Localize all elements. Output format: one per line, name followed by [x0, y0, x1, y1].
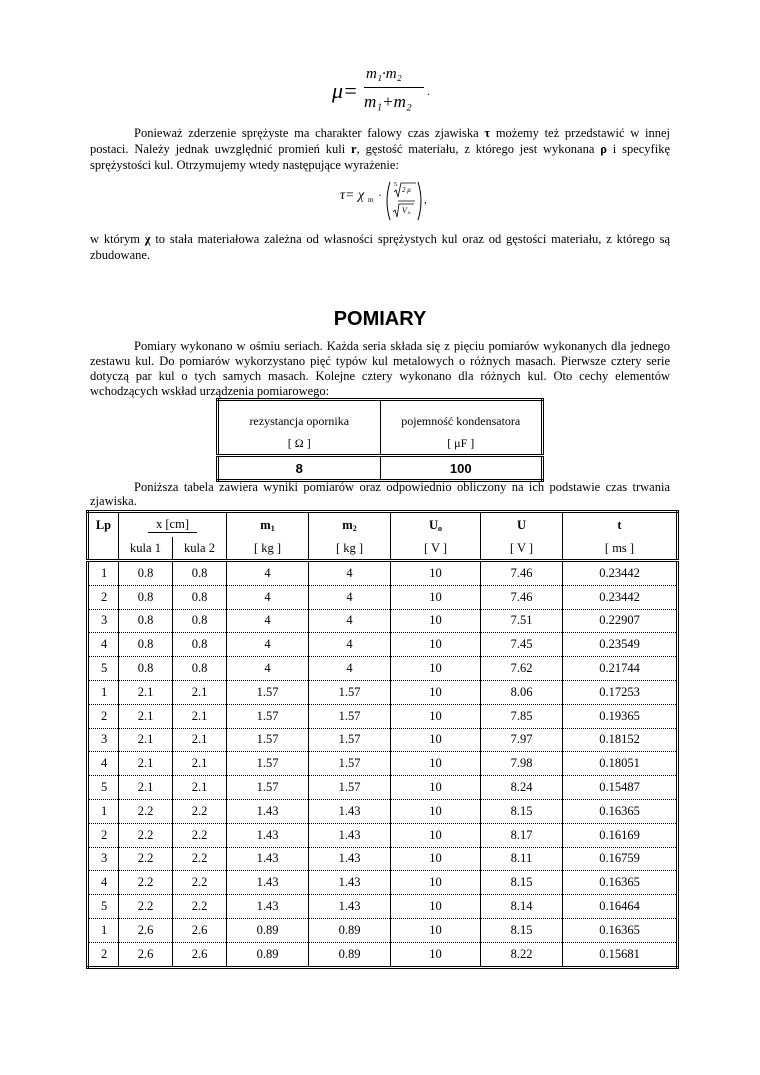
paragraph-chi-description	[90, 231, 670, 263]
header-m1-sub: 1	[270, 523, 275, 533]
cell-t: 0.22907	[563, 609, 678, 633]
resistance-label: rezystancja opornika	[249, 414, 350, 428]
cell-kula1: 0.8	[119, 561, 173, 586]
header-m2	[309, 512, 391, 538]
cell-m1: 1.57	[227, 728, 309, 752]
cell-kula2: 2.2	[173, 871, 227, 895]
header-kula2: kula 2	[173, 537, 227, 561]
header-x	[119, 512, 227, 538]
cell-t: 0.16365	[563, 799, 678, 823]
formula-tau-den-sub: o	[408, 211, 411, 216]
cell-u: 8.22	[481, 942, 563, 967]
cell-u: 7.45	[481, 633, 563, 657]
cell-kula2: 0.8	[173, 585, 227, 609]
cell-kula2: 2.1	[173, 728, 227, 752]
cell-kula1: 2.2	[119, 871, 173, 895]
p1-symbol-r: r	[351, 142, 357, 156]
cell-kula2: 2.1	[173, 752, 227, 776]
cell-kula2: 2.1	[173, 776, 227, 800]
cell-kula1: 2.2	[119, 799, 173, 823]
cell-kula2: 0.8	[173, 561, 227, 586]
cell-t: 0.16169	[563, 823, 678, 847]
cell-kula1: 2.1	[119, 728, 173, 752]
cell-t: 0.18152	[563, 728, 678, 752]
cell-kula1: 2.6	[119, 942, 173, 967]
table-row	[88, 776, 678, 800]
paragraph-impact-time	[90, 125, 670, 173]
formula-tau-root-index: 5	[394, 182, 397, 188]
cell-m1: 1.57	[227, 704, 309, 728]
cell-m1: 4	[227, 657, 309, 681]
cell-u: 7.46	[481, 585, 563, 609]
cell-lp: 4	[88, 752, 119, 776]
section-title: POMIARY	[333, 308, 427, 330]
cell-kula1: 0.8	[119, 633, 173, 657]
cell-m1: 1.57	[227, 776, 309, 800]
cell-m2: 1.57	[309, 680, 391, 704]
header-m2-label: m	[342, 517, 353, 532]
header-u-unit: [ V ]	[481, 537, 563, 561]
cell-m1: 1.43	[227, 847, 309, 871]
cell-u: 8.15	[481, 918, 563, 942]
cell-kula1: 2.2	[119, 823, 173, 847]
cell-u: 8.06	[481, 680, 563, 704]
table-row	[88, 704, 678, 728]
cell-lp: 2	[88, 704, 119, 728]
cell-m2: 4	[309, 585, 391, 609]
cell-kula1: 0.8	[119, 609, 173, 633]
header-m2-unit: [ kg ]	[309, 537, 391, 561]
cell-lp: 1	[88, 918, 119, 942]
formula-tau-tail: ,	[424, 194, 427, 206]
table-row	[88, 609, 678, 633]
cell-kula1: 2.6	[119, 918, 173, 942]
cell-kula1: 2.1	[119, 704, 173, 728]
cell-uo: 10	[391, 609, 481, 633]
cell-t: 0.16365	[563, 871, 678, 895]
cell-m2: 4	[309, 561, 391, 586]
cell-kula1: 2.2	[119, 847, 173, 871]
cell-m1: 4	[227, 561, 309, 586]
device-col-resistance	[218, 400, 381, 456]
p1-text-2: możemy też przedstawić w innej postaci. Należy jednak uwzględnić promień kuli	[90, 126, 670, 156]
formula-tau-inner-denominator: V	[402, 206, 407, 215]
header-lp-empty	[88, 537, 119, 561]
cell-m2: 1.43	[309, 823, 391, 847]
formula-mu-lhs: μ=	[332, 78, 358, 103]
cell-kula2: 2.6	[173, 942, 227, 967]
cell-lp: 5	[88, 895, 119, 919]
header-m1	[227, 512, 309, 538]
header-uo	[391, 512, 481, 538]
cell-kula1: 0.8	[119, 657, 173, 681]
cell-u: 7.51	[481, 609, 563, 633]
cell-lp: 3	[88, 728, 119, 752]
formula-tau	[340, 180, 430, 222]
formula-tau-dot: ·	[378, 188, 382, 202]
cell-uo: 10	[391, 728, 481, 752]
cell-u: 8.15	[481, 871, 563, 895]
table-row	[88, 871, 678, 895]
cell-m1: 0.89	[227, 942, 309, 967]
cell-lp: 2	[88, 942, 119, 967]
cell-lp: 4	[88, 871, 119, 895]
header-uo-unit: [ V ]	[391, 537, 481, 561]
table-row	[88, 561, 678, 586]
cell-kula1: 2.2	[119, 895, 173, 919]
table-row	[88, 633, 678, 657]
cell-uo: 10	[391, 823, 481, 847]
cell-m1: 1.57	[227, 752, 309, 776]
cell-uo: 10	[391, 680, 481, 704]
cell-t: 0.16365	[563, 918, 678, 942]
cell-kula1: 2.1	[119, 752, 173, 776]
cell-m2: 1.57	[309, 776, 391, 800]
cell-kula2: 2.1	[173, 704, 227, 728]
cell-t: 0.15681	[563, 942, 678, 967]
cell-lp: 4	[88, 633, 119, 657]
p1-text-1: Ponieważ zderzenie sprężyste ma charakter falowy czas zjawiska	[134, 126, 485, 140]
cell-uo: 10	[391, 776, 481, 800]
cell-m1: 4	[227, 585, 309, 609]
header-x-label: x [cm]	[148, 517, 197, 533]
table-row	[88, 799, 678, 823]
cell-lp: 3	[88, 847, 119, 871]
cell-m1: 1.57	[227, 680, 309, 704]
paragraph-results-intro	[90, 480, 670, 508]
cell-t: 0.18051	[563, 752, 678, 776]
cell-uo: 10	[391, 585, 481, 609]
cell-lp: 2	[88, 823, 119, 847]
cell-u: 7.85	[481, 704, 563, 728]
paragraph-measurements	[90, 339, 670, 399]
cell-kula2: 2.1	[173, 680, 227, 704]
p1-text-4: i specyfikę sprężystości kul. Otrzymujemy wtedy następujące wyrażenie:	[90, 142, 670, 172]
cell-m1: 4	[227, 609, 309, 633]
cell-t: 0.16759	[563, 847, 678, 871]
cell-kula2: 2.2	[173, 895, 227, 919]
cell-kula2: 0.8	[173, 633, 227, 657]
cell-kula1: 2.1	[119, 680, 173, 704]
cell-uo: 10	[391, 918, 481, 942]
formula-mu-tail: .	[427, 84, 430, 98]
cell-u: 8.14	[481, 895, 563, 919]
formula-tau-inner-numerator: 2 μ	[402, 186, 411, 194]
cell-t: 0.23442	[563, 585, 678, 609]
cell-lp: 1	[88, 680, 119, 704]
capacitance-label: pojemność kondensatora	[401, 414, 521, 428]
formula-tau-chi: χ	[358, 188, 365, 203]
cell-uo: 10	[391, 561, 481, 586]
cell-uo: 10	[391, 871, 481, 895]
p1-text-3: , gęstość materiału, z którego jest wykonana	[356, 142, 601, 156]
device-parameters-table	[216, 398, 544, 482]
header-m1-label: m	[260, 517, 271, 532]
cell-m2: 1.43	[309, 847, 391, 871]
cell-lp: 2	[88, 585, 119, 609]
cell-m2: 4	[309, 633, 391, 657]
cell-m1: 4	[227, 633, 309, 657]
cell-kula2: 2.2	[173, 847, 227, 871]
table-row	[88, 728, 678, 752]
cell-uo: 10	[391, 657, 481, 681]
cell-m2: 0.89	[309, 918, 391, 942]
cell-u: 7.62	[481, 657, 563, 681]
cell-m2: 1.43	[309, 895, 391, 919]
cell-kula2: 0.8	[173, 609, 227, 633]
device-col-capacitance	[380, 400, 543, 456]
cell-t: 0.21744	[563, 657, 678, 681]
cell-u: 8.15	[481, 799, 563, 823]
p1-symbol-rho: ρ	[600, 142, 607, 156]
cell-m2: 1.57	[309, 704, 391, 728]
cell-m2: 1.43	[309, 799, 391, 823]
cell-u: 7.46	[481, 561, 563, 586]
header-kula1: kula 1	[119, 537, 173, 561]
cell-m1: 1.43	[227, 799, 309, 823]
cell-m1: 1.43	[227, 871, 309, 895]
table-row	[88, 942, 678, 967]
cell-kula2: 2.2	[173, 823, 227, 847]
cell-uo: 10	[391, 752, 481, 776]
cell-uo: 10	[391, 895, 481, 919]
cell-t: 0.19365	[563, 704, 678, 728]
cell-lp: 5	[88, 776, 119, 800]
cell-uo: 10	[391, 799, 481, 823]
cell-uo: 10	[391, 633, 481, 657]
p1-symbol-tau: τ	[484, 126, 491, 140]
resistance-value: 8	[218, 456, 381, 481]
table-row	[88, 847, 678, 871]
cell-m2: 1.43	[309, 871, 391, 895]
table-row	[88, 585, 678, 609]
cell-kula2: 2.6	[173, 918, 227, 942]
header-uo-label: U	[429, 517, 439, 532]
formula-tau-lhs: τ=	[340, 188, 355, 203]
table-row	[88, 918, 678, 942]
cell-lp: 1	[88, 799, 119, 823]
cell-kula1: 0.8	[119, 585, 173, 609]
cell-lp: 5	[88, 657, 119, 681]
table-row	[88, 895, 678, 919]
cell-t: 0.23442	[563, 561, 678, 586]
cell-lp: 1	[88, 561, 119, 586]
header-m1-unit: [ kg ]	[227, 537, 309, 561]
cell-kula1: 2.1	[119, 776, 173, 800]
cell-t: 0.23549	[563, 633, 678, 657]
results-table	[86, 510, 679, 969]
header-m2-sub: 2	[352, 523, 357, 533]
cell-u: 8.17	[481, 823, 563, 847]
cell-kula2: 2.2	[173, 799, 227, 823]
cell-uo: 10	[391, 847, 481, 871]
cell-u: 7.98	[481, 752, 563, 776]
cell-m2: 1.57	[309, 752, 391, 776]
results-body	[88, 561, 678, 968]
cell-m1: 1.43	[227, 895, 309, 919]
cell-m2: 4	[309, 657, 391, 681]
cell-t: 0.17253	[563, 680, 678, 704]
header-lp: Lp	[88, 512, 119, 538]
cell-t: 0.16464	[563, 895, 678, 919]
formula-tau-chi-sub: m	[368, 196, 374, 204]
cell-uo: 10	[391, 704, 481, 728]
cell-m2: 4	[309, 609, 391, 633]
cell-m1: 0.89	[227, 918, 309, 942]
p4-text: Poniższa tabela zawiera wyniki pomiarów oraz odpowiednio obliczony na ich podstawie czas trwania zjawiska.	[90, 480, 670, 508]
formula-mu-fraction-bar	[364, 87, 424, 88]
formula-mu-denominator: m₁+m₂	[364, 92, 412, 111]
header-uo-sub: o	[438, 523, 443, 533]
cell-t: 0.15487	[563, 776, 678, 800]
header-t-unit: [ ms ]	[563, 537, 678, 561]
cell-m2: 0.89	[309, 942, 391, 967]
header-u: U	[481, 512, 563, 538]
p2-symbol-chi: χ	[144, 232, 151, 246]
capacitance-unit: [ μF ]	[447, 436, 475, 450]
cell-uo: 10	[391, 942, 481, 967]
p2-text-2: to stała materiałowa zależna od własności sprężystych kul oraz od gęstości materiału, z którego są zbudowane.	[90, 232, 670, 262]
table-row	[88, 680, 678, 704]
cell-m2: 1.57	[309, 728, 391, 752]
resistance-unit: [ Ω ]	[287, 436, 311, 450]
p2-text-1: w którym	[90, 232, 145, 246]
table-row	[88, 657, 678, 681]
cell-kula2: 0.8	[173, 657, 227, 681]
cell-lp: 3	[88, 609, 119, 633]
cell-u: 8.24	[481, 776, 563, 800]
formula-mu-numerator: m₁·m₂	[366, 66, 402, 82]
cell-u: 7.97	[481, 728, 563, 752]
table-row	[88, 823, 678, 847]
formula-mu	[332, 66, 442, 118]
p3-text: Pomiary wykonano w ośmiu seriach. Każda seria składa się z pięciu pomiarów wykonanych dla jednego zestawu kul. Do pomiarów wykorzystano pięć typów kul metalowych o różnych masach. Pierwsze cztery serie dotyczą par kul o tych samych masach. Kolejne cztery wykonano dla różnych kul. Oto cechy elementów wchodzących wskład urządzenia pomiarowego:	[90, 339, 670, 398]
cell-u: 8.11	[481, 847, 563, 871]
table-row	[88, 752, 678, 776]
capacitance-value: 100	[380, 456, 543, 481]
cell-m1: 1.43	[227, 823, 309, 847]
header-t: t	[563, 512, 678, 538]
